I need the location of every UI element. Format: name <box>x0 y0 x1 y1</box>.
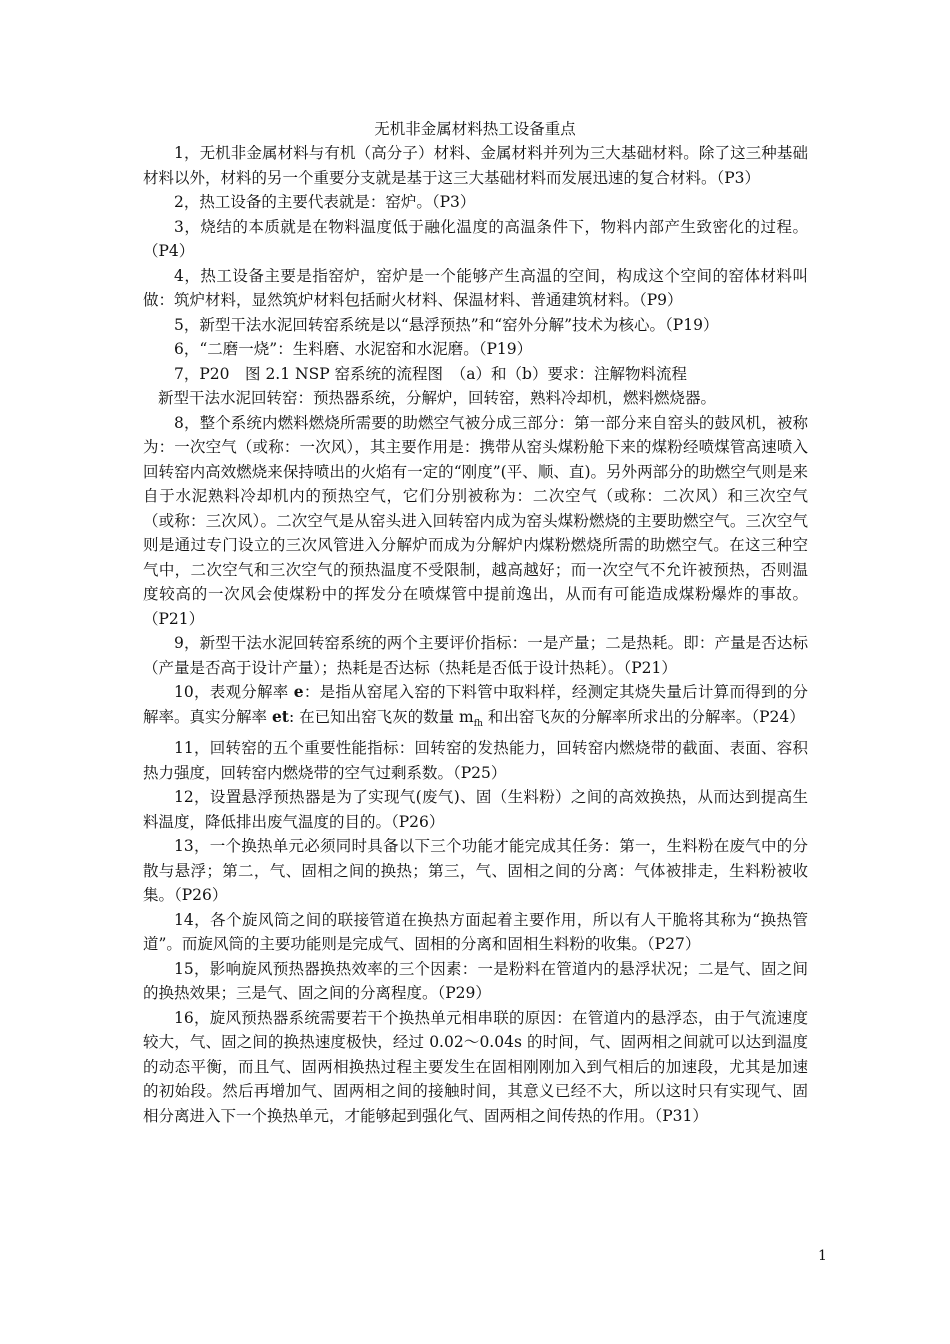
paragraph-3: 3，烧结的本质就是在物料温度低于融化温度的高温条件下，物料内部产生致密化的过程。（P4） <box>143 217 808 260</box>
paragraph-8: 8，整个系统内燃料燃烧所需要的助燃空气被分成三部分：第一部分来自窑头的鼓风机，被称为：一次空气（或称：一次风），其主要作用是：携带从窑头煤粉舱下来的煤粉经喷煤管高速喷入回转窑内高效燃烧来保持喷出的火焰有一定的“刚度”(平、顺、直)。另外两部分的助燃空气则是来自于水泥熟料冷却机内的预热空气，它们分别被称为：二次空气（或称：二次风）和三次空气（或称：三次风）。二次空气是从窑头进入回转窑内成为窑头煤粉燃烧的主要助燃空气。三次空气则是通过专门设立的三次风管进入分解炉而成为分解炉内煤粉燃烧所需的助燃空气。在这三种空气中，二次空气和三次空气的预热温度不受限制，越高越好；而一次空气不允许被预热，否则温度较高的一次风会使煤粉中的挥发分在喷煤管中提前逸出，从而有可能造成煤粉爆炸的事故。（P21） <box>143 413 808 628</box>
paragraph-5: 5，新型干法水泥回转窑系统是以“悬浮预热”和“窑外分解”技术为核心。（P19） <box>174 315 719 334</box>
paragraph-10 <box>143 680 808 736</box>
document-title: 无机非金属材料热工设备重点 <box>374 120 576 138</box>
paragraph-4: 4，热工设备主要是指窑炉，窑炉是一个能够产生高温的空间，构成这个空间的窑体材料叫做：筑炉材料，显然筑炉材料包括耐火材料、保温材料、普通建筑材料。（P9） <box>143 266 808 309</box>
paragraph-10-part-2: ：是指从窑尾入窑的下料管中取料样，经测定其烧失量后计算而得到的分解率。真实分解率 <box>143 683 808 726</box>
paragraph-14: 14，各个旋风筒之间的联接管道在换热方面起着主要作用，所以有人干脆将其称为“换热管道”。而旋风筒的主要功能则是完成气、固相的分离和固相生料粉的收集。（P27） <box>143 910 808 954</box>
paragraph-9: 9，新型干法水泥回转窑系统的两个主要评价指标：一是产量；二是热耗。即：产量是否达标（产量是否高于设计产量）；热耗是否达标（热耗是否低于设计热耗）。（P21） <box>143 634 808 677</box>
paragraph-1: 1，无机非金属材料与有机（高分子）材料、金属材料并列为三大基础材料。除了这三种基础材料以外，材料的另一个重要分支就是基于这三大基础材料而发展迅速的复合材料。（P3） <box>143 144 808 187</box>
paragraph-7-detail: 新型干法水泥回转窑：预热器系统，分解炉，回转窑，熟料冷却机，燃料燃烧器。 <box>158 389 717 407</box>
page-number: 1 <box>818 1248 827 1264</box>
paragraph-7: 7，P20 图 2.1 NSP 窑系统的流程图 （a）和（b）要求：注解物料流程 <box>174 364 687 383</box>
symbol-et: et <box>271 706 289 726</box>
paragraph-12: 12，设置悬浮预热器是为了实现气(废气)、固（生料粉）之间的高效换热，从而达到提高生料温度，降低排出废气温度的目的。（P26） <box>143 788 808 831</box>
document-body <box>143 141 808 1128</box>
paragraph-10-part-4: 和出窑飞灰的分解率所求出的分解率。（P24） <box>482 707 805 726</box>
paragraph-11: 11，回转窑的五个重要性能指标：回转窑的发热能力，回转窑内燃烧带的截面、表面、容积热力强度，回转窑内燃烧带的空气过剩系数。（P25） <box>143 739 808 782</box>
paragraph-16: 16，旋风预热器系统需要若干个换热单元相串联的原因：在管道内的悬浮态，由于气流速度较大，气、固之间的换热速度极快，经过 0.02～0.04s 的时间，气、固两相之间就可以达到温度的动态平衡，而且气、固两相换热过程主要发生在固相刚刚加入到气相后的加速段，尤其是加速的初始段。然后再增加气、固两相之间的接触时间，其意义已经不大，所以这时只有实现气、固相分离进入下一个换热单元，才能够起到强化气、固两相之间传热的作用。（P31） <box>143 1008 808 1125</box>
paragraph-13: 13，一个换热单元必须同时具备以下三个功能才能完成其任务：第一，生料粉在废气中的分散与悬浮；第二，气、固相之间的换热；第三，气、固相之间的分离：气体被排走，生料粉被收集。（P26） <box>143 837 808 905</box>
paragraph-2: 2，热工设备的主要代表就是：窑炉。（P3） <box>174 193 476 211</box>
subscript-fh: fh <box>473 718 483 729</box>
symbol-e: e <box>293 682 304 701</box>
paragraph-10-part-1: 10，表观分解率 <box>174 683 294 701</box>
paragraph-6: 6，“二磨一烧”：生料磨、水泥窑和水泥磨。（P19） <box>174 340 533 358</box>
paragraph-10-part-3: : 在已知出窑飞灰的数量 m <box>288 707 474 726</box>
paragraph-15: 15，影响旋风预热器换热效率的三个因素：一是粉料在管道内的悬浮状况；二是气、固之间的换热效果；三是气、固之间的分离程度。（P29） <box>143 959 808 1003</box>
